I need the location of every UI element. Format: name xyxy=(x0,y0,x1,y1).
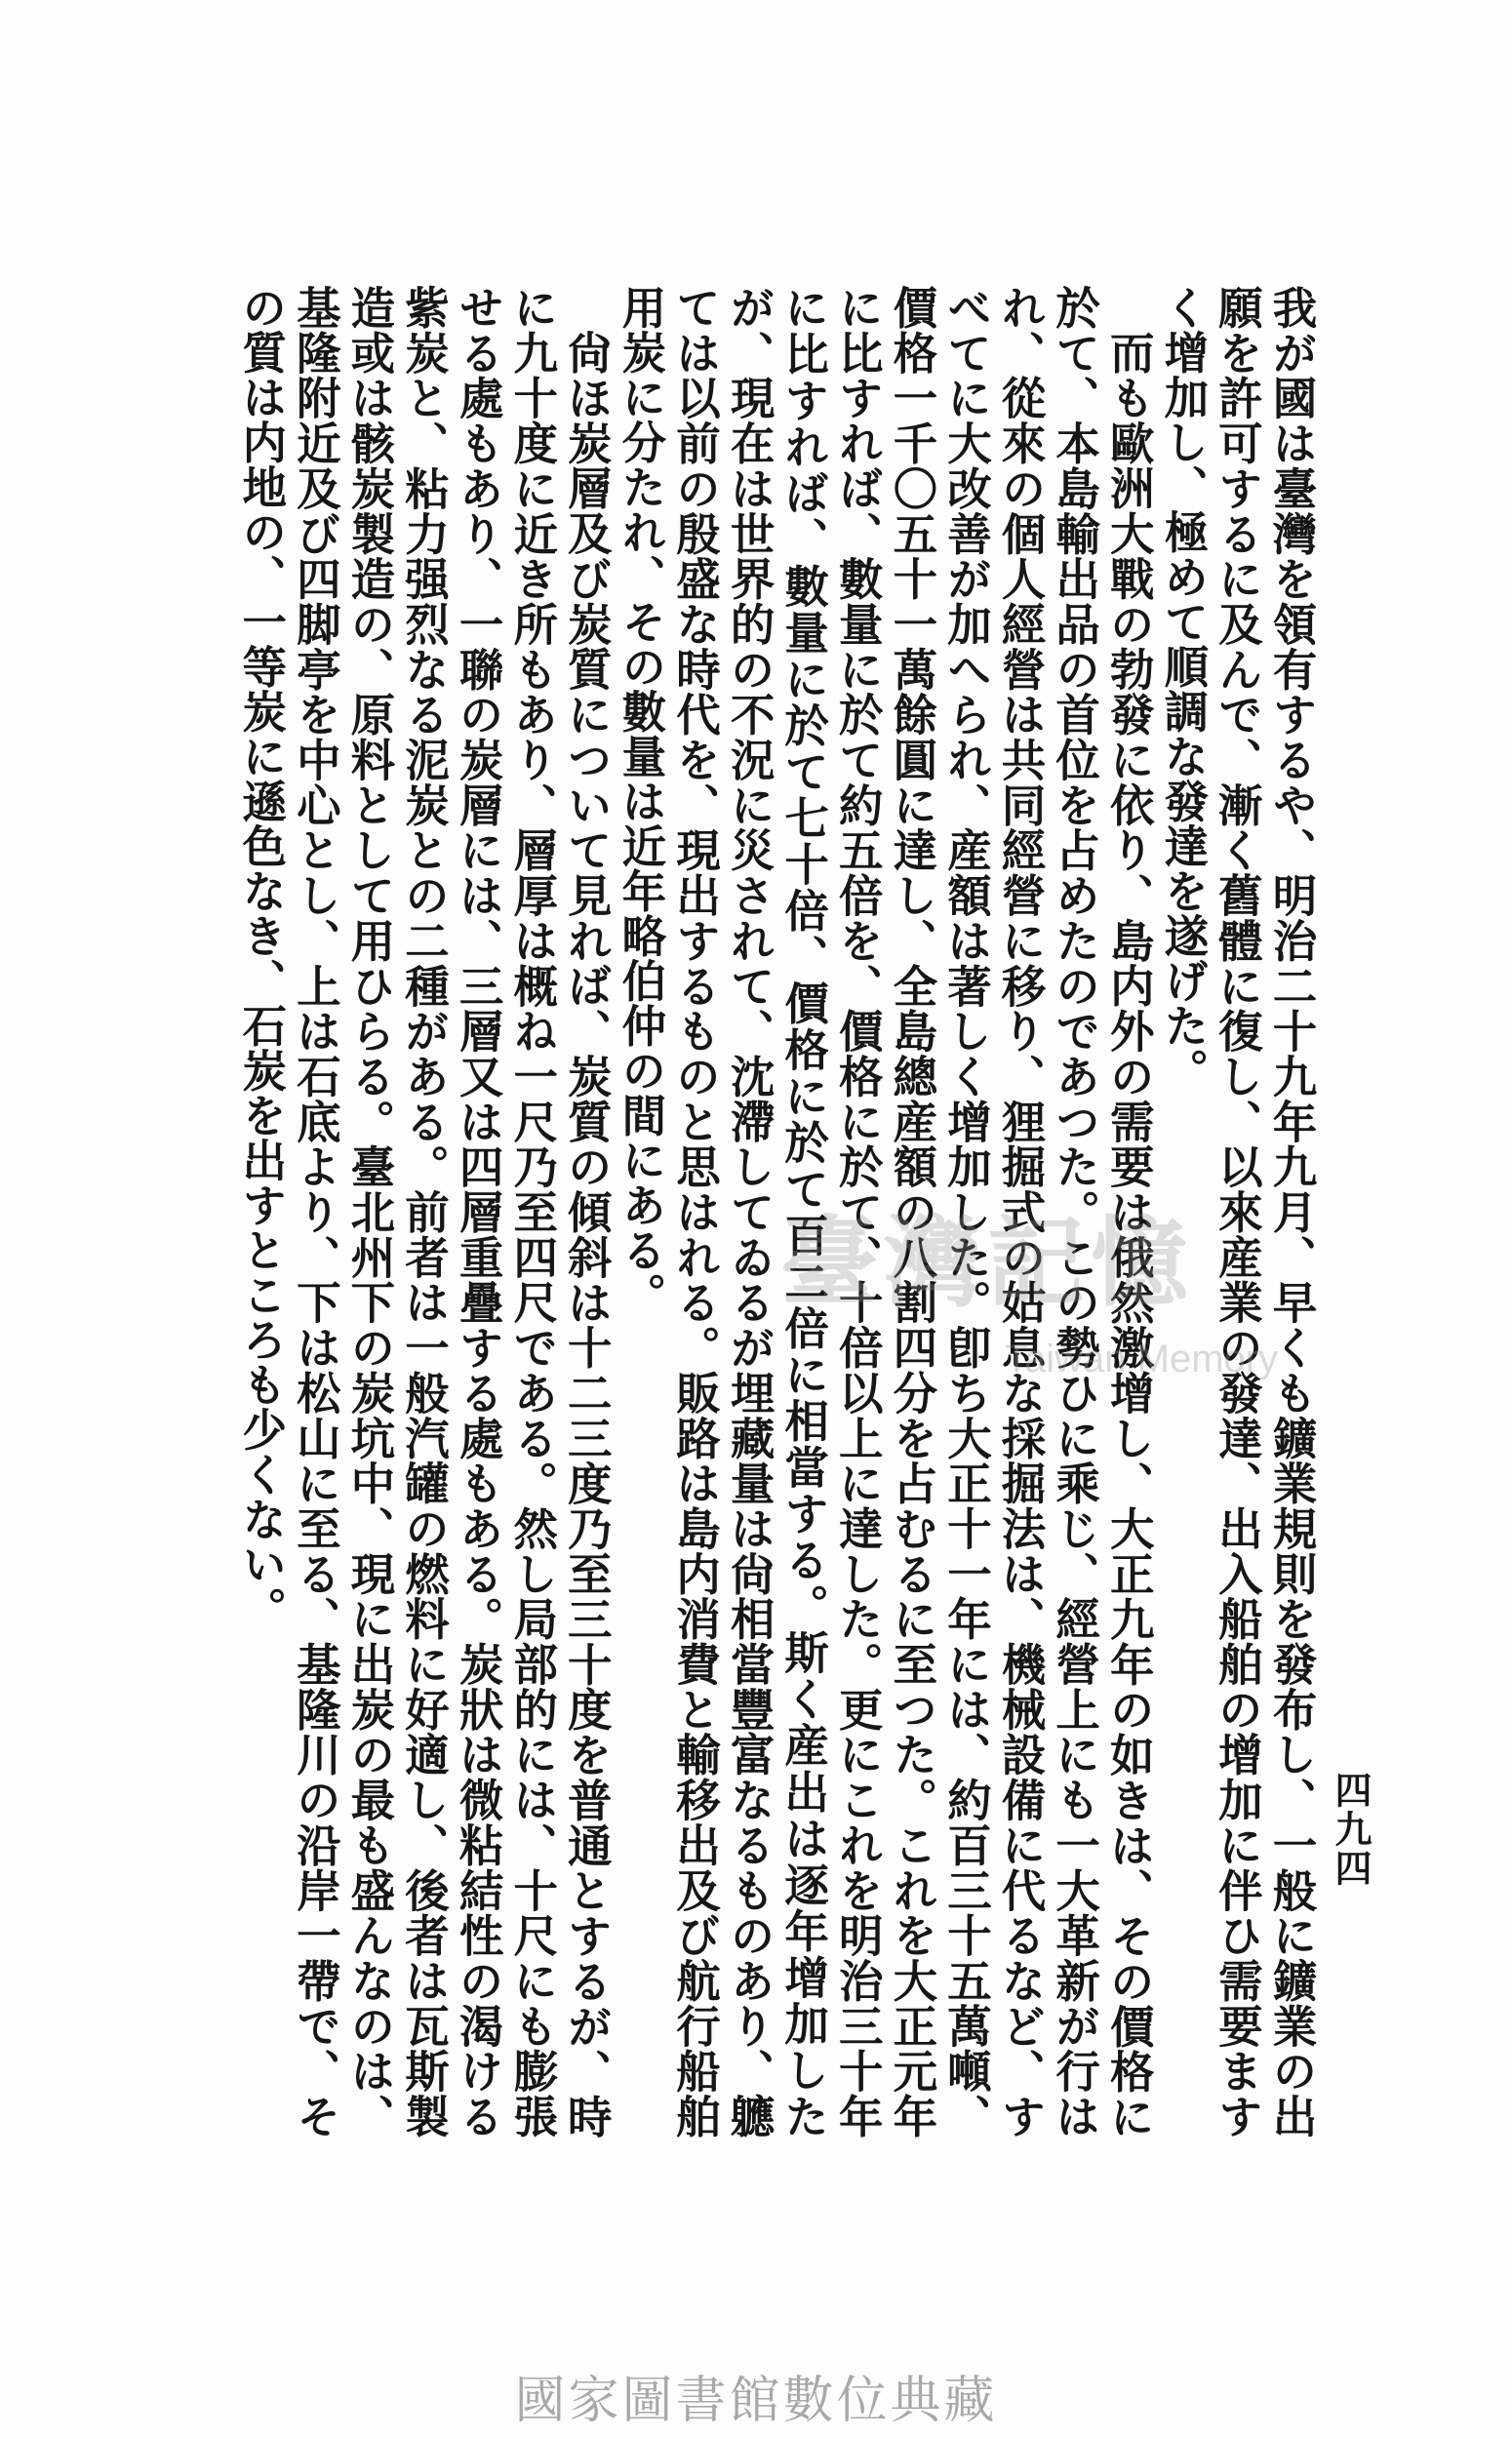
footer-label: 國家圖書館數位典藏 xyxy=(514,2372,998,2430)
paragraph-3: 尙ほ炭層及び炭質について見れば、炭質の傾斜は十二三度乃至三十度を普通とするが、時に九十度に近き所もあり、層厚は概ね一尺乃至四尺である。然し局部的には、十尺にも膨張せる處もあり、一聯の炭層には、三層又は四層重疊する處もある。炭狀は微粘結性の渴ける紫炭と、粘力强烈なる泥炭との二種がある。前者は一般汽罐の燃料に好適し、後者は瓦斯製造或は骸炭製造の、原料として用ひらる。臺北州下の炭坑中、現に出炭の最も盛んなのは、基隆附近及び四脚亭を中心とし、上は石底より、下は松山に至る、基隆川の沿岸一帶で、その質は内地の、一等炭に遜色なき、石炭を出すところも少くない。 xyxy=(235,285,615,2139)
watermark-title: 臺灣記憶 xyxy=(780,1206,1194,1320)
paragraph-1: 我が國は臺灣を領有するや、明治二十九年九月、早くも鑛業規則を發布し、一般に鑛業の出願を許可するに及んで、漸く舊體に復し、以來産業の發達、出入船舶の增加に伴ひ需要ますく增加し、極めて順調な發達を遂げた。 xyxy=(1157,285,1319,2139)
vertical-text-body xyxy=(234,285,1319,2139)
paragraph-2: 而も歐洲大戰の勃發に依り、島内外の需要は俄然激增し、大正九年の如きは、その價格に於て、本島輸出品の首位を占めたのであつた。この勢ひに乘じ、經營上にも一大革新が行はれ、從來の個人經營は共同經營に移り、狸掘式の姑息な採掘法は、機械設備に代るなど、すべてに大改善が加へられ、産額は著しく增加した。卽ち大正十一年には、約百三十五萬噸、價格一千〇五十一萬餘圓に達し、全島總産額の八割四分を占むるに至つた。これを大正元年に比すれば、數量に於て約五倍を、價格に於て、十倍以上に達した。更にこれを明治三十年に比すれば、數量に於て七十倍、價格に於て百二倍に相當する。斯く産出は逐年增加したが、現在は世界的の不況に災されて、沈滯してゐるが埋藏量は尙相當豐富なるものあり、軈ては以前の殷盛な時代を、現出するものと思はれる。販路は島内消費と輸移出及び航行船舶用炭に分たれ、その數量は近年略伯仲の間にある。 xyxy=(615,285,1157,2139)
page-number: 四九四 xyxy=(1329,1771,1373,1888)
watermark-subtitle: Taiwan Memory xyxy=(1005,1338,1279,1380)
